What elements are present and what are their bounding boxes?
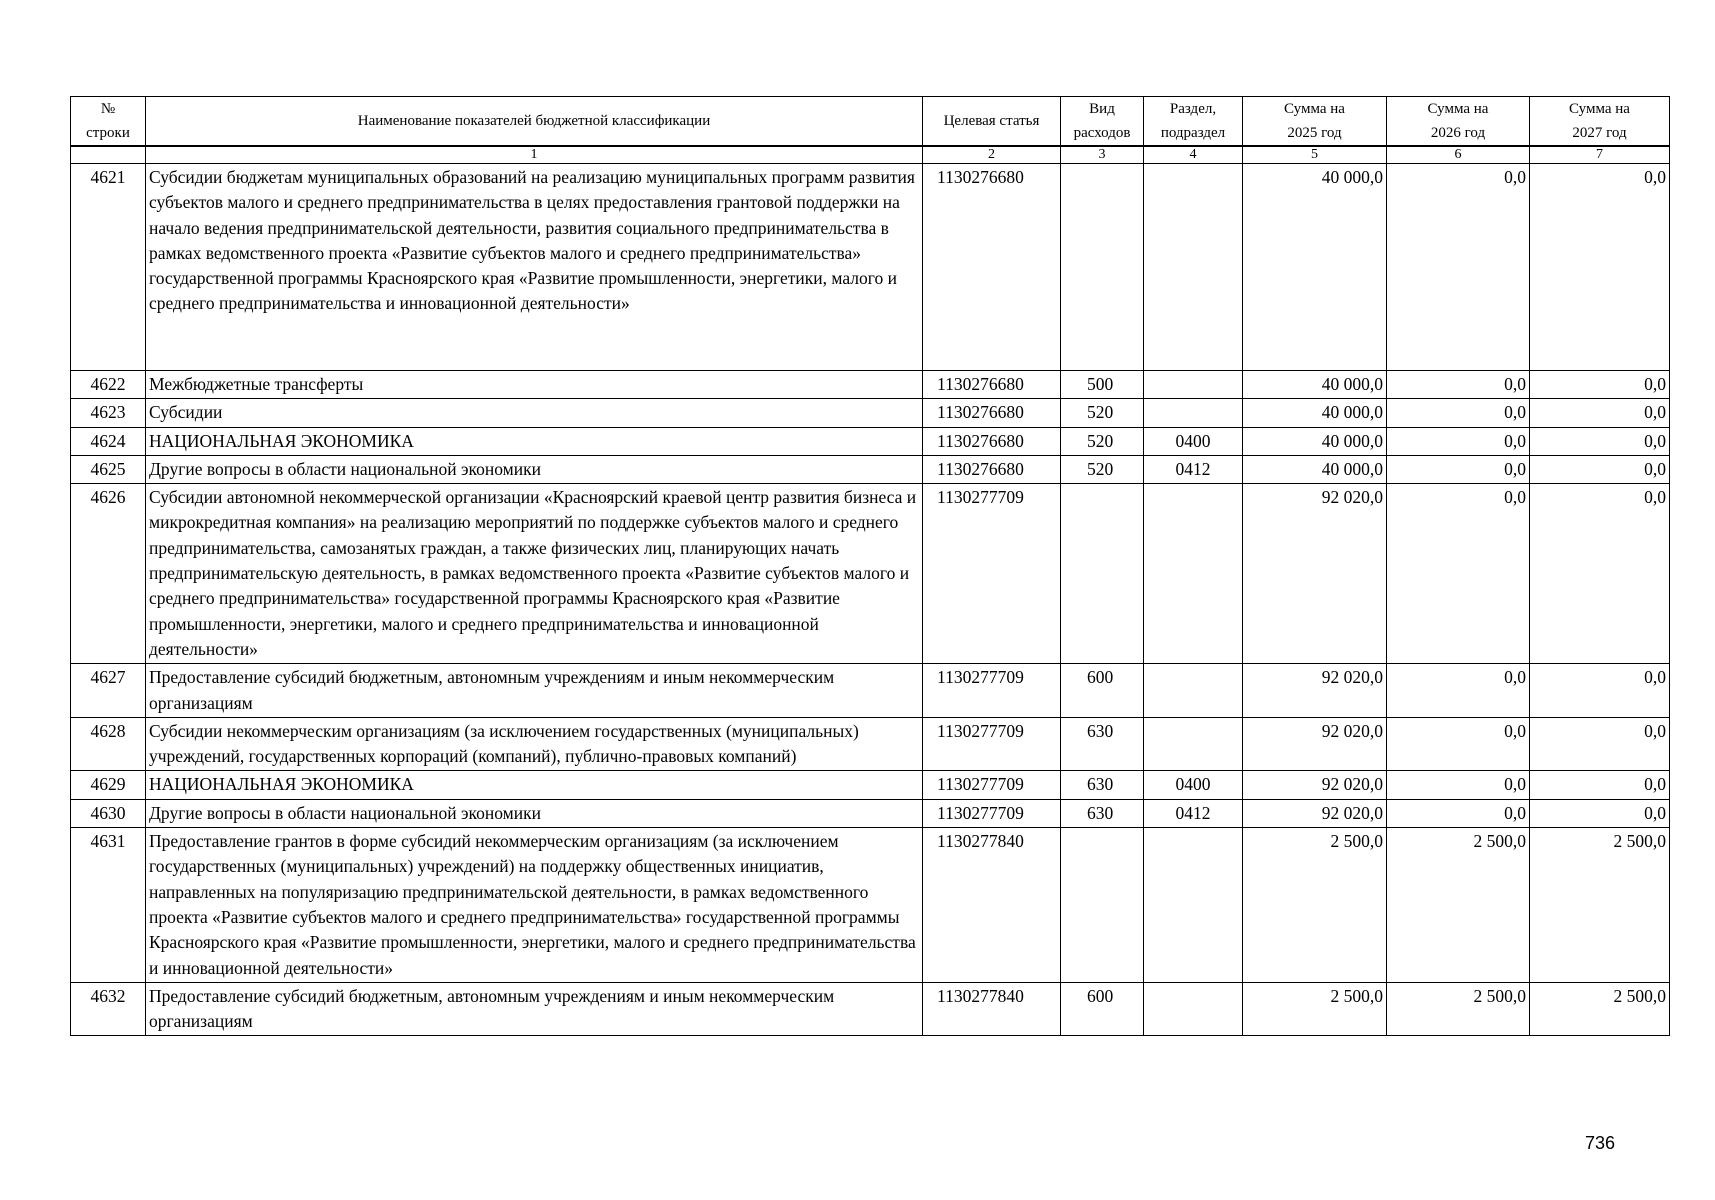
column-number: 7 [1530,146,1670,164]
row-expense-type: 630 [1061,717,1144,771]
row-section [1144,717,1243,771]
row-name: Субсидии некоммерческим организациям (за исключением государственных (муниципальных) учреждений, государственных корпораций (компаний), публично-правовых компаний) [146,717,923,771]
row-number: 4623 [71,399,146,427]
row-sum-2025: 2 500,0 [1243,828,1387,983]
row-section: 0400 [1144,427,1243,455]
row-target-item: 1130277709 [923,484,1061,664]
row-name: Субсидии автономной некоммерческой организации «Красноярский краевой центр развития бизнеса и микрокредитная компания» на реализацию мероприятий по поддержке субъектов малого и среднего предпринимательства, самозанятых граждан, а также физических лиц, планирующих начать предпринимательскую деятельность, в рамках ведомственного проекта «Развитие субъектов малого и среднего предпринимательства» государственной программы Красноярского края «Развитие промышленности, энергетики, малого и среднего предпринимательства и инновационной деятельности» [146,484,923,664]
row-section [1144,164,1243,371]
row-number: 4629 [71,771,146,799]
row-expense-type: 600 [1061,664,1144,718]
row-sum-2026: 0,0 [1387,771,1530,799]
row-section [1144,982,1243,1036]
row-section [1144,399,1243,427]
row-sum-2025: 92 020,0 [1243,484,1387,664]
row-expense-type: 520 [1061,427,1144,455]
row-target-item: 1130276680 [923,455,1061,483]
row-sum-2025: 92 020,0 [1243,717,1387,771]
table-row [71,399,1670,427]
row-target-item: 1130277840 [923,982,1061,1036]
row-sum-2027: 2 500,0 [1530,982,1670,1036]
row-sum-2025: 2 500,0 [1243,982,1387,1036]
row-sum-2025: 92 020,0 [1243,771,1387,799]
header-indicator-name: Наименование показателей бюджетной классификации [146,97,923,147]
row-number: 4630 [71,799,146,827]
row-name: Другие вопросы в области национальной экономики [146,799,923,827]
row-number: 4625 [71,455,146,483]
row-sum-2026: 0,0 [1387,664,1530,718]
row-name: Предоставление грантов в форме субсидий некоммерческим организациям (за исключением государственных (муниципальных) учреждений) на поддержку общественных инициатив, направленных на популяризацию предпринимательской деятельности, в рамках ведомственного проекта «Развитие субъектов малого и среднего предпринимательства» государственной программы Красноярского края «Развитие промышленности, энергетики, малого и среднего предпринимательства и инновационной деятельности» [146,828,923,983]
row-target-item: 1130276680 [923,164,1061,371]
row-expense-type [1061,828,1144,983]
table-row [71,982,1670,1036]
row-name: Другие вопросы в области национальной экономики [146,455,923,483]
row-section: 0412 [1144,455,1243,483]
row-expense-type: 500 [1061,371,1144,399]
column-number: 2 [923,146,1061,164]
row-sum-2027: 0,0 [1530,164,1670,371]
row-sum-2026: 0,0 [1387,484,1530,664]
row-name: Предоставление субсидий бюджетным, автономным учреждениям и иным некоммерческим организациям [146,982,923,1036]
table-header-row [71,97,1670,147]
row-number: 4627 [71,664,146,718]
row-sum-2027: 0,0 [1530,717,1670,771]
row-sum-2026: 0,0 [1387,799,1530,827]
row-expense-type: 520 [1061,455,1144,483]
row-target-item: 1130276680 [923,427,1061,455]
row-name: Межбюджетные трансферты [146,371,923,399]
header-sum-2027: Сумма на 2027 год [1530,97,1670,147]
header-sum-2025: Сумма на 2025 год [1243,97,1387,147]
header-row-number: № строки [71,97,146,147]
table-row [71,371,1670,399]
table-row [71,455,1670,483]
table-row [71,771,1670,799]
column-number: 5 [1243,146,1387,164]
row-sum-2025: 92 020,0 [1243,664,1387,718]
row-section: 0412 [1144,799,1243,827]
row-sum-2027: 0,0 [1530,399,1670,427]
row-expense-type: 600 [1061,982,1144,1036]
row-sum-2027: 0,0 [1530,484,1670,664]
column-number-blank [71,146,146,164]
row-number: 4631 [71,828,146,983]
row-number: 4624 [71,427,146,455]
row-sum-2027: 0,0 [1530,771,1670,799]
row-target-item: 1130277709 [923,771,1061,799]
row-section [1144,664,1243,718]
row-sum-2027: 0,0 [1530,427,1670,455]
row-name: НАЦИОНАЛЬНАЯ ЭКОНОМИКА [146,427,923,455]
table-row [71,484,1670,664]
column-number: 6 [1387,146,1530,164]
row-sum-2027: 0,0 [1530,664,1670,718]
row-expense-type [1061,484,1144,664]
row-name: Субсидии [146,399,923,427]
header-expense-type: Вид расходов [1061,97,1144,147]
table-row [71,717,1670,771]
column-number: 3 [1061,146,1144,164]
row-target-item: 1130277709 [923,717,1061,771]
page-number: 736 [1585,1133,1616,1153]
table-row [71,427,1670,455]
row-number: 4626 [71,484,146,664]
row-expense-type: 630 [1061,771,1144,799]
table-row [71,164,1670,371]
row-name: НАЦИОНАЛЬНАЯ ЭКОНОМИКА [146,771,923,799]
row-target-item: 1130277709 [923,664,1061,718]
table-row [71,664,1670,718]
row-name: Субсидии бюджетам муниципальных образований на реализацию муниципальных программ развития субъектов малого и среднего предпринимательства в целях предоставления грантовой поддержки на начало ведения предпринимательской деятельности, развития социального предпринимательства в рамках ведомственного проекта «Развитие субъектов малого и среднего предпринимательства» государственной программы Красноярского края «Развитие промышленности, энергетики, малого и среднего предпринимательства и инновационной деятельности» [146,164,923,371]
column-number: 4 [1144,146,1243,164]
row-section: 0400 [1144,771,1243,799]
row-sum-2026: 2 500,0 [1387,982,1530,1036]
row-number: 4628 [71,717,146,771]
row-sum-2025: 40 000,0 [1243,164,1387,371]
table-row [71,799,1670,827]
header-sum-2026: Сумма на 2026 год [1387,97,1530,147]
row-target-item: 1130276680 [923,371,1061,399]
row-expense-type [1061,164,1144,371]
row-number: 4621 [71,164,146,371]
row-section [1144,828,1243,983]
row-sum-2025: 40 000,0 [1243,427,1387,455]
row-sum-2026: 0,0 [1387,399,1530,427]
row-sum-2026: 0,0 [1387,717,1530,771]
row-number: 4632 [71,982,146,1036]
row-sum-2026: 0,0 [1387,371,1530,399]
row-section [1144,371,1243,399]
row-sum-2027: 2 500,0 [1530,828,1670,983]
row-target-item: 1130276680 [923,399,1061,427]
row-name: Предоставление субсидий бюджетным, автономным учреждениям и иным некоммерческим организациям [146,664,923,718]
row-sum-2025: 40 000,0 [1243,455,1387,483]
row-number: 4622 [71,371,146,399]
row-target-item: 1130277709 [923,799,1061,827]
row-sum-2025: 92 020,0 [1243,799,1387,827]
budget-table [70,96,1670,1036]
header-target-item: Целевая статья [923,97,1061,147]
row-sum-2025: 40 000,0 [1243,399,1387,427]
row-sum-2027: 0,0 [1530,455,1670,483]
row-sum-2027: 0,0 [1530,371,1670,399]
row-sum-2026: 0,0 [1387,427,1530,455]
row-section [1144,484,1243,664]
row-target-item: 1130277840 [923,828,1061,983]
row-sum-2026: 2 500,0 [1387,828,1530,983]
table-row [71,828,1670,983]
row-sum-2025: 40 000,0 [1243,371,1387,399]
row-sum-2026: 0,0 [1387,455,1530,483]
column-number-row [71,146,1670,164]
row-sum-2027: 0,0 [1530,799,1670,827]
row-sum-2026: 0,0 [1387,164,1530,371]
header-section: Раздел, подраздел [1144,97,1243,147]
column-number: 1 [146,146,923,164]
row-expense-type: 520 [1061,399,1144,427]
row-expense-type: 630 [1061,799,1144,827]
